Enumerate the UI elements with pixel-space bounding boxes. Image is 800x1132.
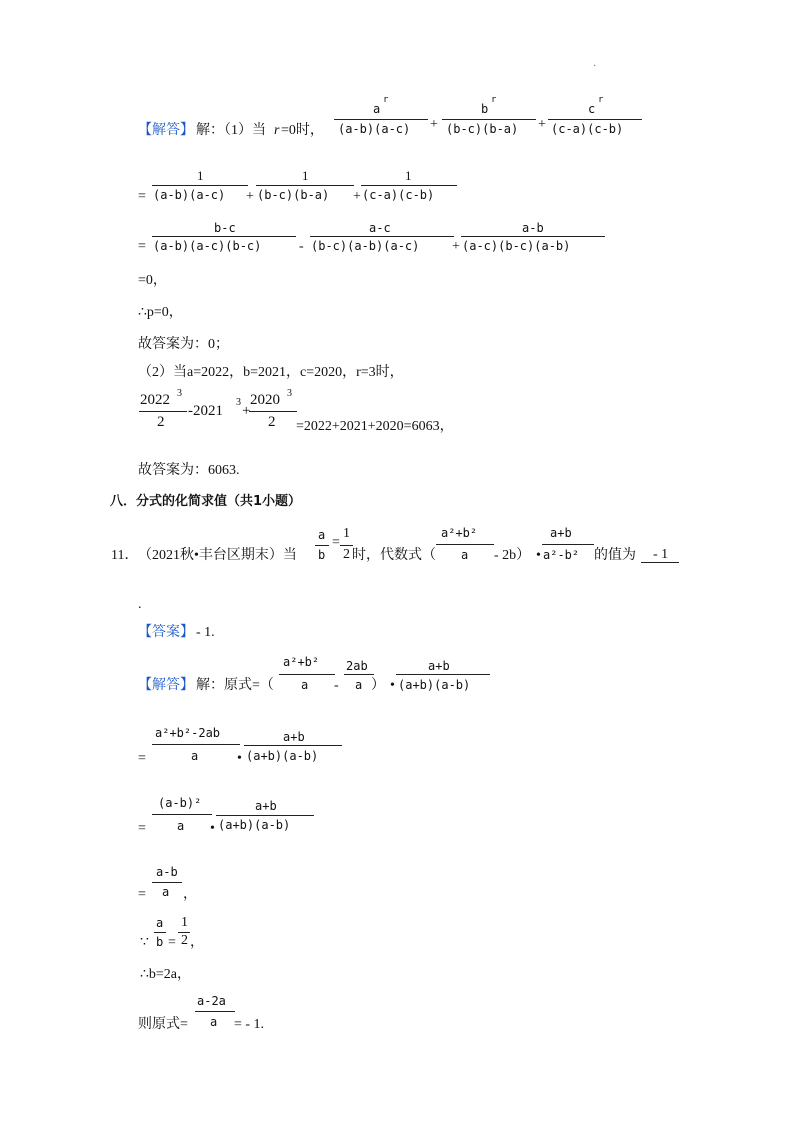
calc-plus: + bbox=[242, 403, 251, 419]
row1-bar2 bbox=[442, 119, 536, 120]
row3-op2: + bbox=[452, 239, 460, 254]
s6-line: ∴b=2a， bbox=[140, 967, 192, 982]
q11-solution-tag: 【解答】 bbox=[138, 678, 194, 693]
row1-op1: + bbox=[430, 117, 438, 132]
row2-bar3 bbox=[361, 185, 457, 186]
row2-num2: 1 bbox=[302, 168, 309, 183]
row3-bar1 bbox=[152, 236, 296, 237]
part2-intro: （2）当a=2022，b=2021，c=2020，r=3时， bbox=[138, 365, 404, 380]
calc-bar2 bbox=[249, 411, 297, 412]
s3-den2: (a+b)(a-b) bbox=[218, 818, 291, 832]
row2-op1: + bbox=[246, 189, 254, 204]
q11-source: （2021秋•丰台区期末）当 bbox=[138, 548, 297, 563]
row1-den1: (a-b)(a-c) bbox=[338, 122, 411, 136]
s1-dot: • bbox=[390, 678, 395, 693]
answer-1: 故答案为：0； bbox=[138, 337, 229, 352]
line-eq0: =0， bbox=[138, 273, 167, 288]
calc-den1: 2 bbox=[157, 414, 165, 430]
row1-num1: a bbox=[373, 102, 381, 116]
row2-num3: 1 bbox=[405, 168, 412, 183]
solution-tag: 【解答】 bbox=[138, 123, 194, 138]
s5-den1: b bbox=[156, 935, 164, 949]
row3-op1: - bbox=[299, 239, 304, 254]
q11-expr-den: a bbox=[461, 548, 469, 562]
s3-num2: a+b bbox=[255, 799, 277, 813]
q11-blank-underline bbox=[641, 562, 679, 563]
s1-den2: a bbox=[355, 678, 363, 692]
s3-bar1 bbox=[152, 814, 212, 815]
s3-num1: (a-b)² bbox=[158, 796, 202, 810]
q11-cond-rnum: 1 bbox=[343, 526, 350, 541]
row1-den3: (c-a)(c-b) bbox=[551, 122, 624, 136]
q11-dot: • bbox=[536, 548, 541, 563]
row3-den2: (b-c)(a-b)(a-c) bbox=[311, 239, 420, 253]
solution-intro: 解：（1）当 bbox=[196, 123, 266, 138]
s5-tail: ， bbox=[190, 935, 204, 950]
s1-den3: (a+b)(a-b) bbox=[398, 678, 471, 692]
s1-bar2 bbox=[344, 674, 374, 675]
row1-num2: b bbox=[481, 102, 489, 116]
section-heading: 八．分式的化简求值（共1小题） bbox=[110, 494, 302, 509]
q11-frac2-num: a+b bbox=[550, 526, 572, 540]
s1-bar1 bbox=[279, 674, 335, 675]
s3-den1: a bbox=[177, 819, 185, 833]
s4-num1: a-b bbox=[156, 865, 178, 879]
s2-bar2 bbox=[244, 745, 342, 746]
row2-den3: (c-a)(c-b) bbox=[362, 188, 435, 202]
row1-den2: (b-c)(b-a) bbox=[446, 122, 519, 136]
row2-den2: (b-c)(b-a) bbox=[257, 188, 330, 202]
q11-cond-den: b bbox=[318, 548, 326, 562]
s7-tail: = - 1. bbox=[234, 1017, 265, 1032]
s7-num1: a-2a bbox=[197, 994, 226, 1008]
s2-den2: (a+b)(a-b) bbox=[246, 749, 319, 763]
q11-expr-num: a²+b² bbox=[441, 526, 478, 540]
s4-eq: = bbox=[138, 887, 146, 902]
r-eq-0: =0时， bbox=[281, 123, 324, 138]
q11-answer-value: - 1. bbox=[196, 625, 215, 640]
row1-op2: + bbox=[538, 117, 546, 132]
q11-cond-eq: = bbox=[332, 535, 340, 550]
row3-den1: (a-b)(a-c)(b-c) bbox=[153, 239, 262, 253]
s4-bar1 bbox=[152, 882, 182, 883]
var-r: r bbox=[274, 123, 280, 138]
line-p: ∴p=0， bbox=[138, 305, 183, 320]
row3-num3: a-b bbox=[522, 221, 544, 235]
q11-frac2-bar bbox=[542, 544, 594, 545]
calc-den2: 2 bbox=[268, 414, 276, 430]
answer-2: 故答案为：6063. bbox=[138, 463, 240, 478]
q11-tail: 的值为 bbox=[594, 548, 636, 563]
corner-mark: · bbox=[593, 61, 597, 72]
s2-den1: a bbox=[191, 749, 199, 763]
q11-answer-blank: - 1 bbox=[653, 547, 669, 562]
s3-dot: • bbox=[210, 821, 215, 836]
calc-exp2: 3 bbox=[287, 388, 292, 399]
s1-num3: a+b bbox=[428, 659, 450, 673]
row2-bar2 bbox=[256, 185, 354, 186]
s5-bar1 bbox=[154, 932, 166, 933]
s1-den1: a bbox=[301, 678, 309, 692]
s1-close: ） bbox=[371, 678, 385, 693]
row1-num3-exp: r bbox=[598, 95, 604, 105]
q11-cond-bar2 bbox=[340, 545, 353, 546]
row3-den3: (a-c)(b-c)(a-b) bbox=[462, 239, 571, 253]
s7-den1: a bbox=[210, 1015, 218, 1029]
s2-eq: = bbox=[138, 751, 146, 766]
q11-cond-num: a bbox=[318, 528, 326, 542]
row1-num3: c bbox=[588, 102, 596, 116]
s1-num2: 2ab bbox=[346, 659, 368, 673]
row1-bar3 bbox=[548, 119, 642, 120]
row2-num1: 1 bbox=[197, 168, 204, 183]
s3-bar2 bbox=[216, 815, 314, 816]
row3-eq: = bbox=[138, 239, 146, 254]
s5-num1: a bbox=[156, 916, 164, 930]
q11-number: 11． bbox=[111, 548, 139, 563]
s7-prefix: 则原式= bbox=[138, 1017, 188, 1032]
row1-num1-exp: r bbox=[383, 95, 389, 105]
s3-eq: = bbox=[138, 821, 146, 836]
calc-mid: -2021 bbox=[188, 403, 223, 419]
q11-period: . bbox=[138, 597, 142, 612]
q11-cond-rden: 2 bbox=[343, 547, 350, 562]
q11-answer-tag: 【答案】 bbox=[138, 625, 194, 640]
row2-op2: + bbox=[353, 189, 361, 204]
q11-frac2-den: a²-b² bbox=[543, 548, 580, 562]
s2-num2: a+b bbox=[283, 730, 305, 744]
calc-num1: 2022 bbox=[140, 392, 170, 408]
calc-mid-exp: 3 bbox=[236, 397, 241, 408]
q11-cond-bar1 bbox=[315, 545, 329, 546]
s4-den1: a bbox=[162, 885, 170, 899]
because-symbol: ∵ bbox=[140, 935, 149, 950]
row1-num2-exp: r bbox=[491, 95, 497, 105]
row1-bar1 bbox=[334, 119, 428, 120]
row3-num2: a-c bbox=[369, 221, 391, 235]
s1-bar3 bbox=[396, 674, 490, 675]
row2-bar1 bbox=[152, 185, 248, 186]
calc-exp1: 3 bbox=[177, 388, 182, 399]
row3-num1: b-c bbox=[214, 221, 236, 235]
s2-dot: • bbox=[237, 751, 242, 766]
calc-bar1 bbox=[139, 411, 187, 412]
row3-bar3 bbox=[461, 236, 605, 237]
s1-minus: - bbox=[334, 678, 339, 693]
calc-result: =2022+2021+2020=6063， bbox=[296, 419, 454, 434]
s4-tail: ， bbox=[183, 887, 197, 902]
calc-num2: 2020 bbox=[250, 392, 280, 408]
s7-bar1 bbox=[195, 1011, 235, 1012]
s5-eq: = bbox=[168, 935, 176, 950]
q11-expr-bar bbox=[436, 544, 494, 545]
row2-den1: (a-b)(a-c) bbox=[153, 188, 226, 202]
q11-after-cond: 时，代数式（ bbox=[352, 548, 436, 563]
q11-solution-intro: 解：原式=（ bbox=[196, 678, 274, 693]
q11-minus-2b: - 2b） bbox=[494, 548, 531, 563]
s2-bar1 bbox=[152, 744, 240, 745]
row2-eq: = bbox=[138, 189, 146, 204]
row3-bar2 bbox=[310, 236, 454, 237]
s1-num1: a²+b² bbox=[283, 655, 320, 669]
s2-num1: a²+b²-2ab bbox=[155, 726, 221, 740]
s5-den2: 2 bbox=[181, 933, 188, 948]
s5-num2: 1 bbox=[181, 915, 188, 930]
